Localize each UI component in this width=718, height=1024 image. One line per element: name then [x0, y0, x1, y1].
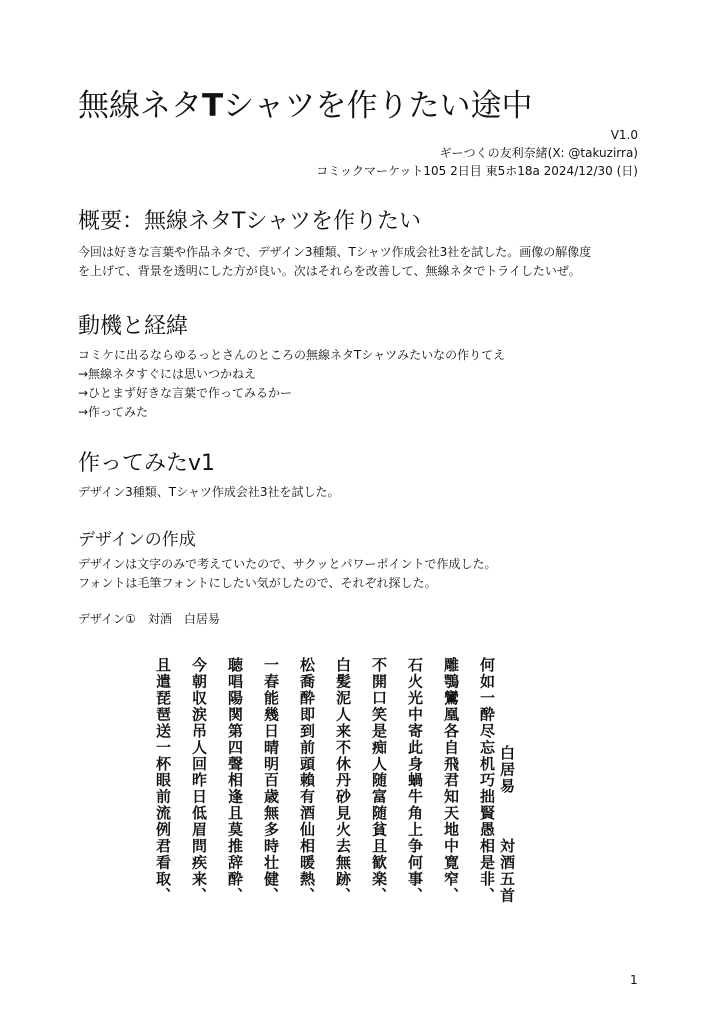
- section-heading-v1: 作ってみたv1: [78, 451, 216, 476]
- poem-title: 対酒五首: [498, 838, 516, 904]
- author-label: ギーつくの友利奈緒(X: @takuzirra): [439, 146, 638, 160]
- subsection-heading-design: デザインの作成: [78, 530, 196, 550]
- poem-verse: 君知天地中寛窄、 雕鶚鸞凰各自飛: [442, 656, 460, 904]
- summary-paragraph: 今回は好きな言葉や作品ネタで、デザイン3種類、Tシャツ作成会社3社を試した。画像の解像度 を上げて、背景を透明にした方が良い。次はそれらを改善して、無線ネタでトライしたいぜ。: [78, 245, 592, 278]
- section-heading-summary: 概要：無線ネタTシャツを作りたい: [78, 209, 421, 234]
- page-title: 無線ネタTシャツを作りたい途中: [78, 88, 533, 124]
- poem-verse: 丹砂見火去無跡、 白髪泥人来不休: [334, 656, 352, 904]
- poem-verse: 巧拙賢愚相是非、 何如一酔尽忘机: [478, 656, 496, 904]
- poem-verse: 昨日低眉問疾来、 今朝収涙吊人回: [190, 656, 208, 904]
- poem-verse: 百歳無多時壮健、 一春能幾日晴明: [262, 656, 280, 904]
- version-label: V1.0: [610, 128, 638, 142]
- design-paragraph: デザインは文字のみで考えていたので、サクッとパワーポイントで作成した。 フォントは毛筆フォントにしたい気がしたので、それぞれ探した。: [78, 557, 497, 590]
- v1-paragraph: デザイン3種類、Tシャツ作成会社3社を試した。: [78, 485, 340, 499]
- section-heading-motivation: 動機と経緯: [78, 314, 189, 339]
- poem-title-column: [495, 634, 515, 904]
- poem-author: 白居易: [498, 744, 516, 794]
- poem-verse: 賴有酒仙相暖熱、 松喬酔即到前頭: [298, 656, 316, 904]
- page-number: 1: [630, 973, 638, 987]
- poem-verse: 随富随貧且歓楽、 不開口笑是痴人: [370, 656, 388, 904]
- event-label: コミックマーケット105 2日目 東5ホ18a 2024/12/30 (日): [316, 164, 638, 178]
- poem-verse: 眼前流例君看取、 且遣琵琶送一杯: [154, 656, 172, 904]
- motivation-paragraph: コミケに出るならゆるっとさんのところの無線ネタTシャツみたいなの作りてえ →無線ネタすぐには思いつかねえ →ひとまず好きな言葉で作ってみるかー →作ってみた: [78, 348, 506, 419]
- design-1-label: デザイン① 対酒 白居易: [78, 612, 220, 626]
- poem-verse: 蝸牛角上争何事、 石火光中寄此身: [406, 656, 424, 904]
- document-meta: [316, 126, 638, 180]
- poem-verse: 相逢且莫推辞酔、 聴唱陽関第四聲: [226, 656, 244, 904]
- design-1-poem-image: [154, 634, 516, 904]
